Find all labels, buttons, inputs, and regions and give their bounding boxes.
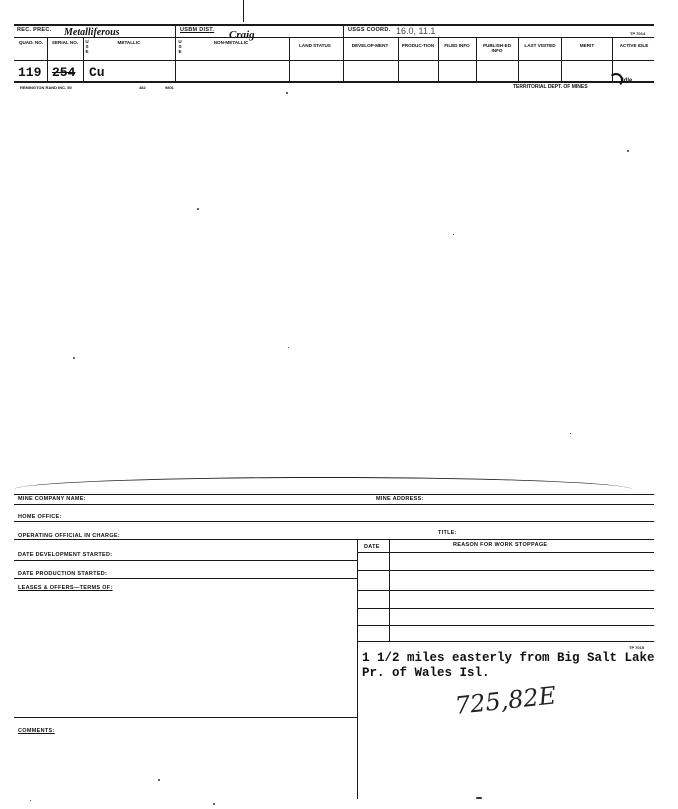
row-quad: 119 bbox=[18, 65, 42, 80]
printer-code-2: 9801 bbox=[165, 85, 174, 90]
top-marker-line bbox=[243, 0, 244, 22]
location-note-line-1: 1 1/2 miles easterly from Big Salt Lake bbox=[362, 651, 655, 665]
form-number-2: TP 7015 bbox=[629, 645, 645, 650]
row-serial: 254 bbox=[52, 65, 76, 80]
col-development: DEVELOP-MENT bbox=[351, 43, 389, 48]
scan-speck bbox=[453, 234, 454, 235]
printer-credit: REMINGTON RAND INC. 50 bbox=[20, 85, 72, 90]
divider bbox=[289, 37, 290, 81]
row-metallic: Cu bbox=[89, 65, 105, 80]
scan-speck bbox=[158, 779, 160, 781]
divider bbox=[561, 37, 562, 81]
col-quad-no: QUAD. NO. bbox=[18, 40, 44, 45]
scan-speck bbox=[197, 208, 199, 210]
title-label: TITLE: bbox=[438, 530, 457, 536]
col-use-nonmetallic: U S E bbox=[178, 39, 182, 54]
mine-address-label: MINE ADDRESS: bbox=[376, 496, 424, 502]
handwritten-annotation: 725,82E bbox=[453, 681, 558, 720]
divider bbox=[175, 24, 176, 81]
reason-col-header: REASON FOR WORK STOPPAGE bbox=[453, 542, 548, 548]
header-bottom-rule bbox=[14, 81, 654, 83]
form-rule bbox=[14, 560, 357, 561]
scan-speck bbox=[73, 357, 75, 359]
scan-speck bbox=[30, 800, 31, 801]
col-active-idle: ACTIVE IDLE bbox=[619, 43, 649, 48]
form-number: TP 7014 bbox=[630, 31, 646, 36]
rec-prec-label: REC. PREC. bbox=[17, 27, 52, 33]
operating-official-label: OPERATING OFFICIAL IN CHARGE: bbox=[18, 533, 120, 539]
col-non-metallic: NON-METALLIC bbox=[213, 40, 249, 45]
scan-speck bbox=[570, 433, 571, 434]
leases-label: LEASES & OFFERS—TERMS OF: bbox=[18, 585, 113, 591]
grid-rule bbox=[357, 641, 654, 642]
col-metallic: METALLIC bbox=[117, 40, 141, 45]
divider bbox=[518, 37, 519, 81]
row-active-idle: Idle bbox=[622, 78, 633, 84]
usbm-dist-value: Craig bbox=[229, 29, 255, 41]
dept-name: TERRITORIAL DEPT. OF MINES bbox=[513, 84, 588, 90]
printer-code-1: 482 bbox=[139, 85, 146, 90]
col-published-info: PUBLISH-ED INFO bbox=[482, 43, 512, 53]
form-rule bbox=[14, 504, 654, 505]
home-office-label: HOME OFFICE: bbox=[18, 514, 62, 520]
header-top-rule bbox=[14, 24, 654, 26]
usgs-coord-value: 16.0, 11.1 bbox=[396, 26, 436, 36]
form-rule bbox=[14, 539, 654, 540]
divider bbox=[476, 37, 477, 81]
grid-rule bbox=[357, 590, 654, 591]
form-rule bbox=[14, 494, 654, 495]
scan-speck bbox=[476, 797, 482, 799]
mine-company-label: MINE COMPANY NAME: bbox=[18, 496, 86, 502]
location-note bbox=[362, 651, 655, 681]
col-use-metallic: U S E bbox=[85, 39, 89, 54]
date-development-label: DATE DEVELOPMENT STARTED: bbox=[18, 552, 113, 558]
grid-rule bbox=[357, 552, 654, 553]
divider bbox=[398, 37, 399, 81]
scan-speck bbox=[627, 150, 629, 152]
scan-speck bbox=[288, 347, 289, 348]
col-production: PRODUC-TION bbox=[401, 43, 435, 48]
scan-speck bbox=[213, 803, 215, 805]
divider bbox=[343, 24, 344, 81]
torn-edge bbox=[14, 477, 632, 492]
date-production-label: DATE PRODUCTION STARTED: bbox=[18, 571, 108, 577]
col-serial-no: SERIAL NO. bbox=[51, 40, 79, 45]
header-rule-3 bbox=[14, 60, 654, 61]
form-rule bbox=[14, 578, 357, 579]
form-divider bbox=[357, 539, 358, 799]
rec-prec-value: Metalliferous bbox=[64, 27, 120, 38]
comments-label: COMMENTS: bbox=[18, 728, 55, 734]
form-rule bbox=[14, 717, 357, 718]
circle-mark-icon bbox=[609, 73, 623, 87]
divider bbox=[438, 37, 439, 81]
usbm-dist-label: USBM DIST. bbox=[180, 27, 215, 33]
col-last-visited: LAST VISITED bbox=[524, 43, 556, 48]
location-note-line-2: Pr. of Wales Isl. bbox=[362, 666, 490, 680]
col-filed-info: FILED INFO bbox=[444, 43, 470, 48]
col-merit: MERIT bbox=[579, 43, 595, 48]
grid-rule bbox=[357, 608, 654, 609]
grid-rule bbox=[357, 625, 654, 626]
col-land-status: LAND STATUS bbox=[299, 43, 331, 48]
form-rule bbox=[14, 521, 654, 522]
usgs-coord-label: USGS COORD. bbox=[348, 27, 391, 33]
date-col-header: DATE bbox=[364, 544, 380, 550]
grid-rule bbox=[357, 570, 654, 571]
scan-speck bbox=[286, 92, 288, 94]
